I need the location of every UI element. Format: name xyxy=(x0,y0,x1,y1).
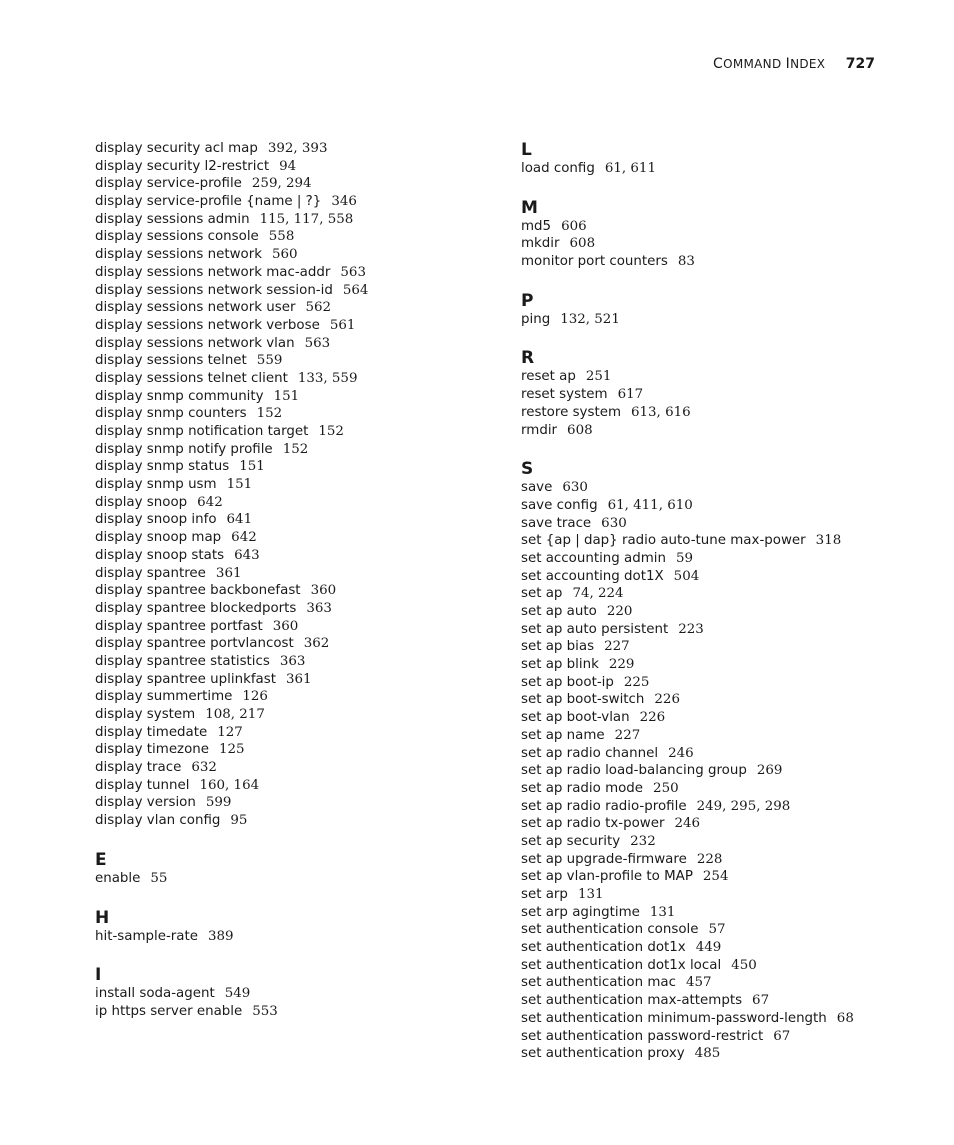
index-entry xyxy=(95,352,495,370)
index-page-refs: 126 xyxy=(242,689,268,705)
index-right-column xyxy=(521,140,941,1063)
index-page-refs: 220 xyxy=(606,604,633,619)
index-entry xyxy=(95,582,495,600)
index-page-refs: 115, 117, 558 xyxy=(259,211,354,227)
index-page-refs: 553 xyxy=(252,1003,278,1019)
index-term: set ap blink xyxy=(521,657,599,673)
index-term: display sessions telnet xyxy=(95,353,247,369)
index-term: display sessions network verbose xyxy=(95,317,320,333)
index-page-refs: 131 xyxy=(649,904,676,920)
index-term: md5 xyxy=(521,218,552,234)
index-entry xyxy=(521,515,941,533)
index-page-refs: 226 xyxy=(654,692,680,708)
index-page-refs: 449 xyxy=(695,940,722,956)
index-entry xyxy=(95,688,495,706)
index-entry xyxy=(521,532,941,550)
index-entry xyxy=(95,175,495,193)
index-term: display sessions console xyxy=(95,229,259,245)
index-entry xyxy=(95,706,495,724)
index-page-refs: 485 xyxy=(694,1046,721,1062)
index-term: reset system xyxy=(521,387,608,403)
index-term: display snoop info xyxy=(95,512,217,528)
index-term: display summertime xyxy=(95,689,233,705)
index-entry xyxy=(521,218,941,236)
index-page-refs: 563 xyxy=(304,335,331,351)
index-page-refs: 643 xyxy=(234,547,260,563)
index-page-refs: 61, 611 xyxy=(604,161,656,176)
index-term: display sessions network xyxy=(95,247,262,263)
index-term: save config xyxy=(521,497,598,513)
index-entry xyxy=(521,798,941,816)
index-entry xyxy=(521,886,941,904)
index-term: set ap radio load-balancing group xyxy=(521,763,747,779)
index-page-refs: 599 xyxy=(205,795,232,811)
section-letter-heading: L xyxy=(521,140,532,160)
index-page-refs: 61, 411, 610 xyxy=(607,497,693,513)
index-term: set accounting dot1X xyxy=(521,568,664,584)
index-term: set ap boot-vlan xyxy=(521,710,630,726)
index-page-refs: 83 xyxy=(677,254,695,270)
index-term: display snoop stats xyxy=(95,547,225,563)
index-entry xyxy=(95,635,495,653)
title-rest-ommand: OMMAND xyxy=(723,57,782,71)
index-entry xyxy=(521,815,941,833)
index-entry xyxy=(521,974,941,992)
index-page-refs: 642 xyxy=(231,530,257,546)
index-page-refs: 246 xyxy=(674,816,701,832)
index-entry xyxy=(521,992,941,1010)
index-term: display spantree backbonefast xyxy=(95,583,301,599)
index-term: display snoop xyxy=(95,494,188,510)
index-page-refs: 608 xyxy=(569,236,596,252)
index-term: display sessions admin xyxy=(95,211,250,227)
index-entry xyxy=(521,368,941,386)
index-section xyxy=(95,850,495,888)
index-term: display vlan config xyxy=(95,813,221,829)
index-entry xyxy=(95,211,495,229)
index-section xyxy=(521,198,941,271)
index-page-refs: 108, 217 xyxy=(205,707,265,722)
index-term: monitor port counters xyxy=(521,254,668,270)
index-term: display spantree portvlancost xyxy=(95,636,294,652)
index-page-refs: 608 xyxy=(567,422,593,438)
index-term: save trace xyxy=(521,515,592,531)
index-entry xyxy=(521,762,941,780)
index-entry xyxy=(95,870,495,888)
index-entry xyxy=(521,904,941,922)
index-term: display security l2-restrict xyxy=(95,158,270,174)
index-page-refs: 641 xyxy=(226,512,253,528)
index-page-refs: 392, 393 xyxy=(267,141,328,156)
index-term: display sessions network user xyxy=(95,300,296,316)
index-page-refs: 630 xyxy=(601,515,627,531)
index-term: display security acl map xyxy=(95,141,258,156)
index-term: set ap auto xyxy=(521,604,597,619)
index-entry xyxy=(521,921,941,939)
index-entry xyxy=(521,235,941,253)
index-entry xyxy=(521,691,941,709)
index-term: display timezone xyxy=(95,742,210,758)
index-term: set {ap | dap} radio auto-tune max-power xyxy=(521,533,806,549)
index-term: display snmp usm xyxy=(95,477,217,493)
index-entry xyxy=(521,727,941,745)
index-entry xyxy=(95,317,495,335)
index-term: set ap name xyxy=(521,727,605,743)
index-entry xyxy=(521,497,941,515)
index-term: set ap radio radio-profile xyxy=(521,798,687,814)
index-page-refs: 132, 521 xyxy=(560,311,620,327)
index-page-refs: 613, 616 xyxy=(631,404,691,420)
index-page-refs: 250 xyxy=(653,780,679,796)
index-term: display snoop map xyxy=(95,530,222,546)
index-section xyxy=(95,965,495,1020)
index-term: set ap auto persistent xyxy=(521,621,669,637)
index-page-refs: 225 xyxy=(623,674,650,690)
index-page-refs: 131 xyxy=(577,887,604,902)
index-term: set authentication dot1x local xyxy=(521,957,722,973)
index-page-refs: 249, 295, 298 xyxy=(696,798,791,814)
index-page-refs: 362 xyxy=(303,636,330,652)
index-page-refs: 504 xyxy=(673,568,700,584)
index-entry xyxy=(521,1045,941,1063)
index-section xyxy=(95,908,495,946)
index-entry xyxy=(521,656,941,674)
index-entry xyxy=(95,494,495,512)
index-page-refs: 617 xyxy=(617,387,644,403)
running-header xyxy=(713,55,875,73)
index-entry xyxy=(95,388,495,406)
index-page-refs: 559 xyxy=(256,353,283,369)
index-page-refs: 67 xyxy=(773,1028,791,1044)
index-entry xyxy=(521,674,941,692)
index-entry xyxy=(95,618,495,636)
index-term: display sessions network session-id xyxy=(95,282,333,298)
index-entry xyxy=(521,868,941,886)
index-entry xyxy=(95,246,495,264)
index-entry xyxy=(95,423,495,441)
index-term: display spantree uplinkfast xyxy=(95,671,276,687)
index-entry xyxy=(95,335,495,353)
index-section xyxy=(521,459,941,1063)
index-entry xyxy=(95,928,495,946)
title-initial-i: I xyxy=(785,56,791,72)
section-letter-heading: I xyxy=(95,965,102,986)
index-entry xyxy=(95,529,495,547)
index-page-refs: 269 xyxy=(756,763,783,779)
index-entry xyxy=(95,794,495,812)
index-page-refs: 226 xyxy=(639,710,666,726)
index-page-refs: 363 xyxy=(279,653,306,669)
index-page-refs: 630 xyxy=(562,480,588,496)
index-entry xyxy=(521,585,941,603)
index-page-refs: 361 xyxy=(285,671,312,687)
index-page-refs: 562 xyxy=(305,300,332,316)
index-term: set authentication dot1x xyxy=(521,940,686,956)
index-entry xyxy=(95,653,495,671)
index-page-refs: 95 xyxy=(230,813,248,829)
index-term: display snmp notify profile xyxy=(95,441,273,457)
index-entry xyxy=(521,833,941,851)
index-term: restore system xyxy=(521,404,621,420)
index-term: mkdir xyxy=(521,236,560,252)
index-entry xyxy=(521,568,941,586)
index-term: display snmp status xyxy=(95,459,230,475)
index-page-refs: 642 xyxy=(197,494,223,510)
index-page-refs: 68 xyxy=(836,1010,854,1026)
index-entry xyxy=(95,511,495,529)
index-entry xyxy=(95,193,495,211)
index-page-refs: 363 xyxy=(306,600,332,616)
page-number: 727 xyxy=(845,56,875,72)
index-entry xyxy=(95,985,495,1003)
running-header-title xyxy=(713,57,825,71)
index-term: hit-sample-rate xyxy=(95,928,199,944)
index-entry xyxy=(95,724,495,742)
index-term: display spantree xyxy=(95,565,206,581)
index-page-refs: 563 xyxy=(340,264,366,280)
index-section xyxy=(521,348,941,439)
index-term: enable xyxy=(95,870,141,886)
index-page-refs: 229 xyxy=(608,657,635,673)
index-page-refs: 564 xyxy=(342,282,369,298)
section-letter-heading: P xyxy=(521,290,534,311)
index-page-refs: 457 xyxy=(685,975,712,991)
index-page-refs: 223 xyxy=(678,621,704,637)
index-entry xyxy=(95,282,495,300)
index-page-refs: 152 xyxy=(256,406,283,422)
index-entry xyxy=(95,140,495,158)
index-term: display sessions network mac-addr xyxy=(95,264,331,280)
index-entry xyxy=(95,671,495,689)
index-term: set authentication minimum-password-length xyxy=(521,1010,827,1026)
index-page-refs: 361 xyxy=(215,565,242,581)
index-term: set ap radio mode xyxy=(521,780,644,796)
index-term: display snmp notification target xyxy=(95,424,309,439)
index-entry xyxy=(95,441,495,459)
index-page-refs: 125 xyxy=(219,742,245,758)
index-term: display service-profile {name | ?} xyxy=(95,194,322,210)
index-page-refs: 152 xyxy=(318,424,344,439)
index-entry xyxy=(521,1010,941,1028)
index-page-refs: 560 xyxy=(271,247,298,263)
index-entry xyxy=(521,638,941,656)
index-entry xyxy=(95,812,495,830)
index-term: ping xyxy=(521,311,551,327)
index-page-refs: 55 xyxy=(150,870,168,886)
index-entry xyxy=(95,405,495,423)
index-page-refs: 227 xyxy=(604,639,630,655)
index-term: set ap vlan-profile to MAP xyxy=(521,869,693,885)
index-page-refs: 254 xyxy=(702,869,729,885)
index-section xyxy=(521,291,941,329)
index-page-refs: 67 xyxy=(752,993,770,1009)
index-page-refs: 151 xyxy=(273,388,300,404)
index-entry xyxy=(521,603,941,621)
section-letter-heading: S xyxy=(521,459,534,480)
index-term: display spantree blockedports xyxy=(95,600,297,616)
index-term: rmdir xyxy=(521,422,558,438)
index-page-refs: 346 xyxy=(331,194,357,210)
index-term: set arp xyxy=(521,887,568,902)
index-term: display version xyxy=(95,795,196,811)
index-term: load config xyxy=(521,161,595,176)
index-entry xyxy=(521,939,941,957)
index-page-refs: 389 xyxy=(208,928,234,944)
index-entry xyxy=(521,1028,941,1046)
index-entry xyxy=(521,745,941,763)
index-page-refs: 259, 294 xyxy=(251,176,312,192)
index-term: reset ap xyxy=(521,369,576,385)
index-entry xyxy=(521,386,941,404)
index-page-refs: 94 xyxy=(279,158,297,174)
index-page-refs: 227 xyxy=(614,727,641,743)
index-page-refs: 228 xyxy=(696,851,723,867)
index-page-refs: 160, 164 xyxy=(199,777,260,793)
index-entry xyxy=(95,565,495,583)
section-letter-heading: M xyxy=(521,197,538,218)
index-page-refs: 151 xyxy=(226,477,253,493)
index-entry xyxy=(521,621,941,639)
index-term: set ap radio tx-power xyxy=(521,816,665,832)
index-term: set authentication max-attempts xyxy=(521,993,743,1009)
index-entry xyxy=(521,311,941,329)
index-entry xyxy=(521,851,941,869)
index-term: set arp agingtime xyxy=(521,904,640,920)
index-page-refs: 360 xyxy=(272,618,299,634)
index-page-refs: 318 xyxy=(815,533,842,549)
index-entry xyxy=(95,759,495,777)
index-left-column xyxy=(95,140,495,1021)
index-page-refs: 246 xyxy=(668,745,694,761)
index-term: display trace xyxy=(95,760,182,776)
index-page-refs: 74, 224 xyxy=(572,586,624,602)
index-term: display snmp counters xyxy=(95,406,247,422)
index-entry xyxy=(521,709,941,727)
index-page-refs: 57 xyxy=(708,922,726,938)
index-entry xyxy=(521,404,941,422)
index-entry xyxy=(95,458,495,476)
index-term: display timedate xyxy=(95,724,208,740)
index-page-refs: 558 xyxy=(268,229,295,245)
section-letter-heading: H xyxy=(95,907,110,928)
index-term: install soda-agent xyxy=(95,986,215,1002)
index-entry xyxy=(521,422,941,440)
title-initial-c: C xyxy=(713,56,724,72)
index-page-refs: 127 xyxy=(217,724,243,740)
index-page-refs: 59 xyxy=(676,550,694,566)
index-entry xyxy=(521,780,941,798)
index-page-refs: 561 xyxy=(329,317,356,333)
index-term: set authentication mac xyxy=(521,975,676,991)
index-section xyxy=(521,140,941,178)
index-entry xyxy=(95,600,495,618)
index-term: display spantree portfast xyxy=(95,618,263,634)
index-page-refs: 251 xyxy=(585,369,612,385)
index-page-refs: 133, 559 xyxy=(297,370,358,386)
index-page-refs: 450 xyxy=(731,957,757,973)
section-letter-heading: R xyxy=(521,348,535,369)
section-letter-heading: E xyxy=(95,849,107,870)
index-term: display sessions network vlan xyxy=(95,335,295,351)
index-entry xyxy=(95,741,495,759)
index-term: display service-profile xyxy=(95,176,242,192)
index-term: ip https server enable xyxy=(95,1003,243,1019)
index-page-refs: 152 xyxy=(282,441,309,457)
index-page-refs: 151 xyxy=(239,459,265,475)
index-entry xyxy=(95,228,495,246)
index-term: set accounting admin xyxy=(521,550,666,566)
index-term: display snmp community xyxy=(95,388,264,404)
index-entry xyxy=(521,550,941,568)
index-entry xyxy=(521,253,941,271)
index-term: set ap upgrade-firmware xyxy=(521,851,687,867)
index-term: set ap radio channel xyxy=(521,745,659,761)
index-page-refs: 606 xyxy=(561,218,587,234)
index-entry xyxy=(95,1003,495,1021)
index-entry xyxy=(95,476,495,494)
index-entry xyxy=(521,479,941,497)
index-term: display tunnel xyxy=(95,777,190,793)
index-term: set ap bias xyxy=(521,639,595,655)
index-page-refs: 232 xyxy=(630,833,656,849)
index-entry xyxy=(95,158,495,176)
index-term: set authentication console xyxy=(521,922,699,938)
index-page-refs: 549 xyxy=(224,986,251,1002)
index-term: set ap boot-switch xyxy=(521,692,645,708)
index-term: set authentication proxy xyxy=(521,1046,685,1062)
index-term: save xyxy=(521,480,553,496)
index-term: display system xyxy=(95,707,196,722)
index-entry xyxy=(521,160,941,178)
index-term: display sessions telnet client xyxy=(95,370,288,386)
index-term: set ap security xyxy=(521,833,621,849)
index-entry xyxy=(521,957,941,975)
index-entry xyxy=(95,370,495,388)
index-entry xyxy=(95,547,495,565)
index-entry xyxy=(95,264,495,282)
title-rest-ndex: NDEX xyxy=(790,57,826,71)
index-page-refs: 360 xyxy=(310,583,337,599)
index-term: set ap boot-ip xyxy=(521,674,614,690)
index-term: set authentication password-restrict xyxy=(521,1028,764,1044)
index-page-refs: 632 xyxy=(191,760,217,776)
index-entry xyxy=(95,299,495,317)
index-term: set ap xyxy=(521,586,563,602)
index-term: display spantree statistics xyxy=(95,653,270,669)
index-entry xyxy=(95,777,495,795)
